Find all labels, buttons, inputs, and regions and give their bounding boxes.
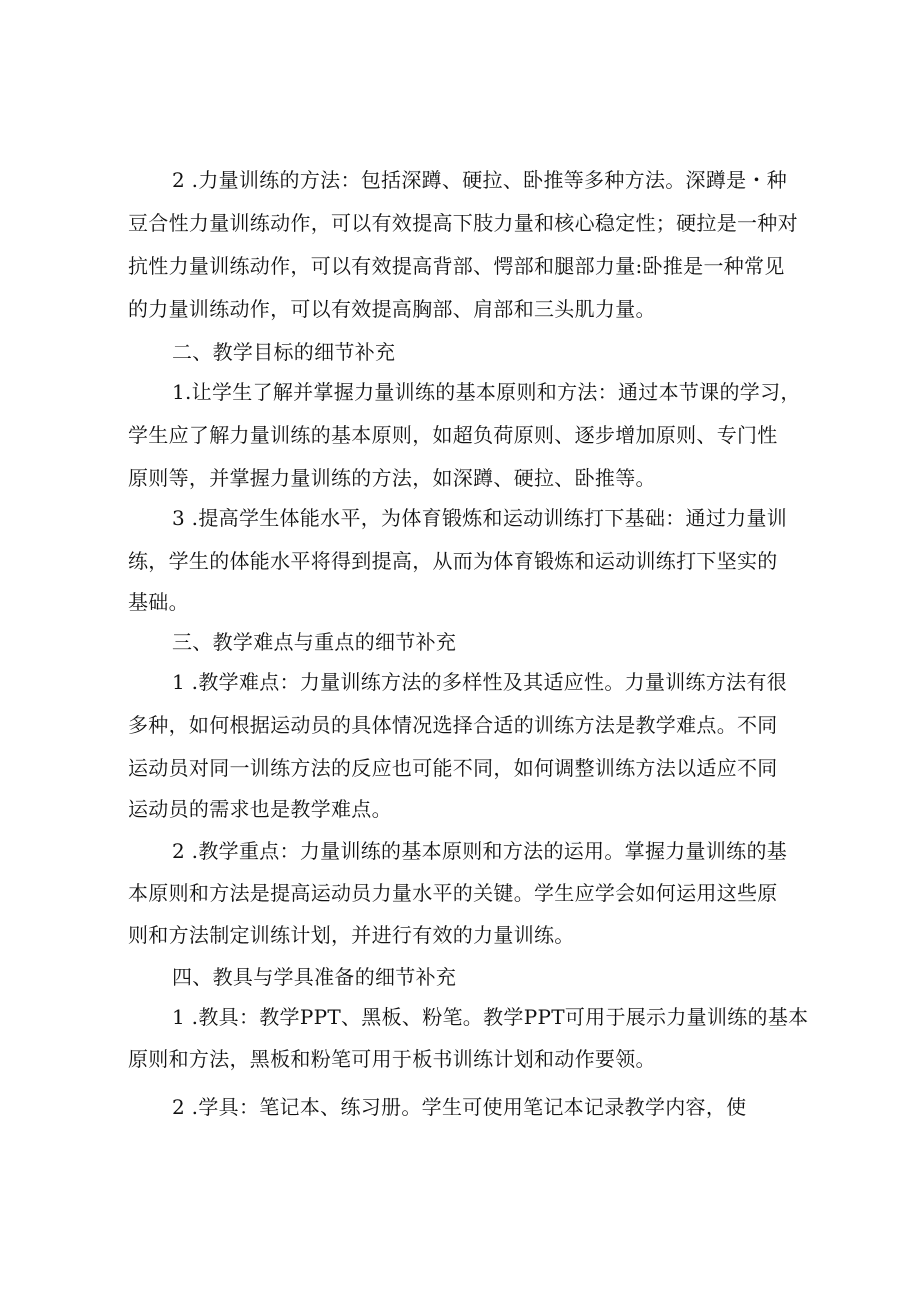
- text-line: 原则和方法，黑板和粉笔可用于板书训练计划和动作要领。: [128, 1047, 656, 1071]
- text-line: 则和方法制定训练计划，并进行有效的力量训练。: [128, 923, 575, 947]
- text-line: 抗性力量训练动作，可以有效提高背部、愕部和腿部力量:卧推是一种常见: [128, 254, 785, 278]
- text-line: 2 .力量训练的方法：包括深蹲、硬拉、卧推等多种方法。深蹲是・种: [172, 168, 788, 192]
- text-line: 运动员的需求也是教学难点。: [128, 797, 392, 821]
- text-line: 2 .教学重点：力量训练的基本原则和方法的运用。掌握力量训练的基: [172, 839, 788, 863]
- text-line: 1 .教具：教学PPT、黑板、粉笔。教学PPT可用于展示力量训练的基本: [172, 1005, 809, 1029]
- text-line: 本原则和方法是提高运动员力量水平的关键。学生应学会如何运用这些原: [128, 881, 778, 905]
- section-heading: 三、教学难点与重点的细节补充: [172, 630, 457, 654]
- section-heading: 二、教学目标的细节补充: [172, 340, 396, 364]
- text-line: 3 .提高学生体能水平，为体育锻炼和运动训练打下基础：通过力量训: [172, 506, 788, 530]
- section-heading: 四、教具与学具准备的细节补充: [172, 965, 457, 989]
- text-line: 1 .教学难点：力量训练方法的多样性及其适应性。力量训练方法有很: [172, 670, 788, 694]
- text-line: 多种，如何根据运动员的具体情况选择合适的训练方法是教学难点。不同: [128, 713, 778, 737]
- text-line: 的力量训练动作，可以有效提高胸部、肩部和三头肌力量。: [128, 297, 656, 321]
- text-line: 运动员对同一训练方法的反应也可能不同，如何调整训练方法以适应不同: [128, 756, 778, 780]
- text-line: 2 .学具：笔记本、练习册。学生可使用笔记本记录教学内容，使: [172, 1095, 747, 1119]
- text-line: 豆合性力量训练动作，可以有效提高下肢力量和核心稳定性；硬拉是一种对: [128, 211, 798, 235]
- text-line: 学生应了解力量训练的基本原则，如超负荷原则、逐步增加原则、专门性: [128, 423, 778, 447]
- text-line: 1.让学生了解并掌握力量训练的基本原则和方法：通过本节课的学习，: [172, 380, 801, 404]
- text-line: 练，学生的体能水平将得到提高，从而为体育锻炼和运动训练打下坚实的: [128, 549, 778, 573]
- text-line: 原则等，并掌握力量训练的方法，如深蹲、硬拉、卧推等。: [128, 466, 656, 490]
- text-line: 基础。: [128, 590, 189, 614]
